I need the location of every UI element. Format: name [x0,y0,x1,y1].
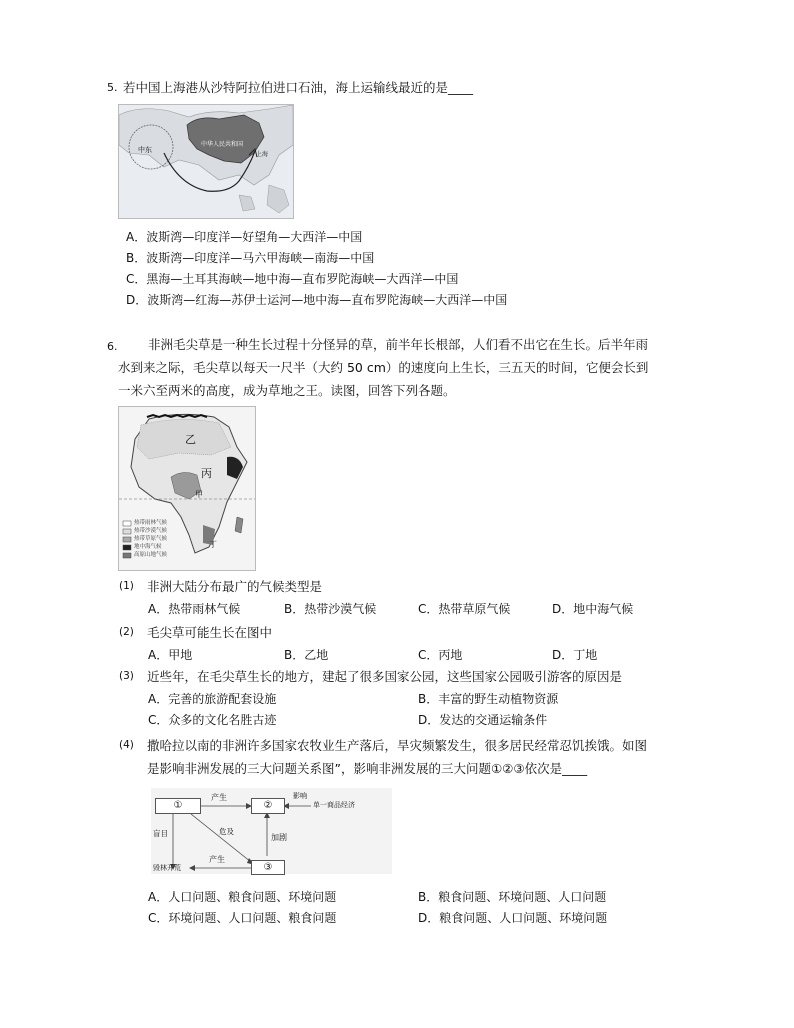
q5-option-d: D．波斯湾—红海—苏伊士运河—地中海—直布罗陀海峡—大西洋—中国 [126,293,508,307]
question-5-number: 5. [107,81,118,94]
map-label-middle-east: 中东 [138,146,152,154]
africa-map-label-ding: 丁 [209,540,217,549]
subq-1-stem: 非洲大陆分布最广的气候类型是 [147,579,323,594]
subq-1-option-c: C．热带草原气候 [418,602,511,616]
subq-4-option-c: C．环境问题、人口问题、粮食问题 [148,911,337,925]
subq-2-option-b: B．乙地 [284,648,329,662]
asia-route-map-drawing [119,105,293,218]
subq-2-number: (2) [119,626,134,638]
legend-item-2: 热带沙漠气候 [134,528,168,534]
legend-item-3: 热带草原气候 [134,536,168,542]
africa-problems-diagram [151,788,392,874]
diagram-label-produce-1: 产生 [211,793,227,802]
diagram-label-deforest: 毁林开荒 [153,864,181,872]
subq-3-option-b: B．丰富的野生动植物资源 [418,692,559,706]
subq-4-stem-line-1: 撒哈拉以南的非洲许多国家农牧业生产落后，旱灾频繁发生，很多居民经常忍饥挨饿。如图 [147,738,648,753]
legend-item-1: 热带雨林气候 [134,520,168,526]
africa-map-label-yi: 乙 [185,433,196,446]
africa-map-label-bing: 丙 [201,467,212,480]
q5-option-c: C．黑海—土耳其海峡—地中海—直布罗陀海峡—大西洋—中国 [126,272,459,286]
question-5-stem: 若中国上海港从沙特阿拉伯进口石油，海上运输线最近的是____ [123,80,474,95]
diagram-node-2: ② [251,798,285,814]
subq-4-option-b: B．粮食问题、环境问题、人口问题 [418,890,607,904]
asia-route-map [118,104,294,219]
subq-1-option-a: A．热带雨林气候 [148,602,241,616]
question-6-intro-line-1: 非洲毛尖草是一种生长过程十分怪异的草，前半年长根部，人们看不出它在生长。后半年雨 [148,337,649,352]
diagram-label-aggravate: 加剧 [271,833,287,842]
question-6-number: 6. [107,340,118,353]
subq-3-option-c: C．众多的文化名胜古迹 [148,713,277,727]
diagram-label-blind: 盲目 [153,829,168,838]
diagram-node-1: ① [155,798,201,814]
legend-item-5: 高原山地气候 [134,552,168,558]
subq-2-stem: 毛尖草可能生长在图中 [147,625,273,640]
diagram-label-danger: 危及 [219,827,234,836]
map-label-shanghai: 上海 [256,151,269,158]
question-6-intro-line-3: 一米六至两米的高度，成为草地之王。读图，回答下列各题。 [118,383,456,398]
q5-option-b: B．波斯湾—印度洋—马六甲海峡—南海—中国 [126,251,375,265]
legend-item-4: 地中海气候 [134,544,162,550]
subq-4-option-d: D．粮食问题、人口问题、环境问题 [418,911,608,925]
subq-1-option-b: B．热带沙漠气候 [284,602,377,616]
subq-4-option-a: A．人口问题、粮食问题、环境问题 [148,890,337,904]
africa-climate-map [118,406,256,571]
subq-3-stem: 近些年，在毛尖草生长的地方，建起了很多国家公园，这些国家公园吸引游客的原因是 [147,669,623,684]
diagram-label-single-economy: 单一商品经济 [313,801,355,809]
africa-map-label-jia: 甲 [195,490,203,499]
subq-3-number: (3) [119,670,134,682]
subq-2-option-c: C．丙地 [418,648,463,662]
subq-1-number: (1) [119,580,134,592]
q5-option-a: A．波斯湾—印度洋—好望角—大西洋—中国 [126,230,363,244]
map-label-china: 中华人民共和国 [201,141,244,148]
diagram-label-influence: 影响 [293,792,307,800]
diagram-node-3: ③ [251,860,285,875]
diagram-label-produce-2: 产生 [209,855,225,864]
subq-4-number: (4) [119,739,134,751]
subq-3-option-a: A．完善的旅游配套设施 [148,692,277,706]
subq-2-option-d: D．丁地 [552,648,598,662]
subq-3-option-d: D．发达的交通运输条件 [418,713,548,727]
question-6-intro-line-2: 水到来之际，毛尖草以每天一尺半（大约 50 cm）的速度向上生长，三五天的时间，它便会长到 [118,360,649,375]
subq-4-stem-line-2: 是影响非洲发展的三大问题关系图”，影响非洲发展的三大问题①②③依次是____ [147,761,588,776]
subq-1-option-d: D．地中海气候 [552,602,634,616]
subq-2-option-a: A．甲地 [148,648,193,662]
